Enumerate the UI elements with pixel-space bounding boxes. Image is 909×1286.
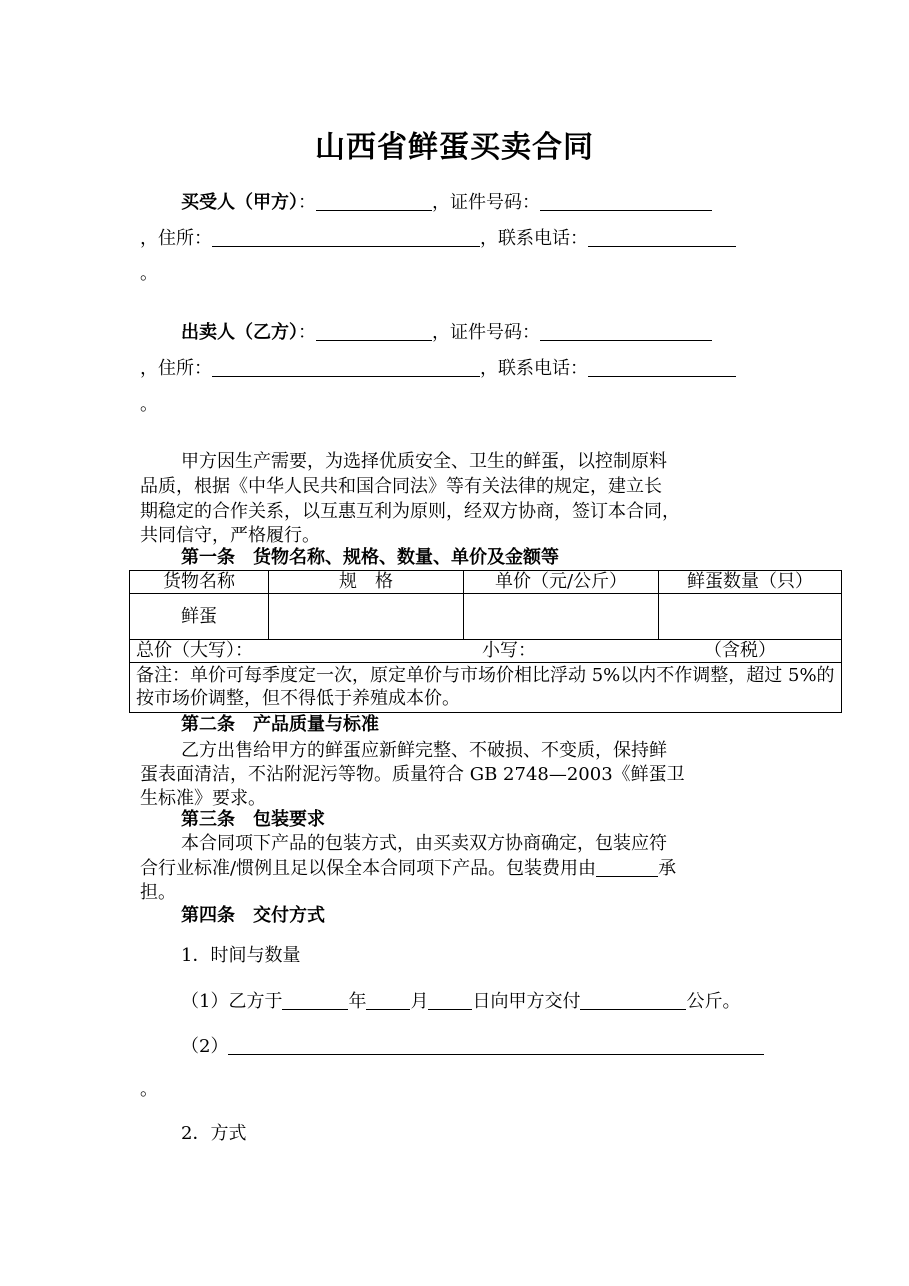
article4-heading: 第四条 交付方式: [181, 905, 325, 926]
intro-line-3: 期稳定的合作关系，以互惠互利为原则，经双方协商，签订本合同，: [140, 501, 680, 522]
buyer-name-blank[interactable]: [316, 192, 432, 211]
cell-quantity[interactable]: [659, 594, 842, 640]
sub1-day: 日向甲方交付: [472, 991, 581, 1012]
tax-note: （含税）: [704, 640, 776, 661]
buyer-colon: ：: [298, 192, 316, 213]
buyer-address-blank[interactable]: [212, 228, 480, 247]
article3-heading: 第三条 包装要求: [181, 809, 325, 830]
seller-end: 。: [140, 394, 158, 415]
header-goods-name: 货物名称: [130, 571, 269, 594]
buyer-line: [181, 191, 712, 215]
article3-line-2-text: 合行业标准/惯例且足以保全本合同项下产品。包装费用由: [140, 858, 597, 879]
seller-line: [181, 321, 712, 345]
sub2-blank[interactable]: [228, 1036, 764, 1055]
sub2-prefix: （2）: [181, 1036, 229, 1057]
contract-title: 山西省鲜蛋买卖合同: [315, 130, 594, 165]
cell-note: 备注：单价可每季度定一次，原定单价与市场价相比浮动 5%以内不作调整，超过 5%的按市场价调整，但不得低于养殖成本价。: [130, 663, 842, 713]
seller-label: 出卖人（乙方）: [181, 322, 298, 343]
article3-line-3: 担。: [140, 882, 176, 903]
cell-total: [130, 640, 842, 663]
buyer-id-label: ，证件号码：: [432, 192, 540, 213]
article3-line-2-end: 承: [658, 858, 677, 879]
buyer-label: 买受人（甲方）: [181, 192, 298, 213]
article4-item-2: 2．方式: [181, 1123, 247, 1144]
delivery-day-blank[interactable]: [428, 991, 472, 1010]
table-total-row: [130, 640, 842, 663]
article2-line-3: 生标准》要求。: [140, 788, 266, 809]
seller-colon: ：: [298, 322, 316, 343]
delivery-month-blank[interactable]: [366, 991, 410, 1010]
delivery-weight-blank[interactable]: [580, 991, 686, 1010]
seller-id-label: ，证件号码：: [432, 322, 540, 343]
article3-line-2: [140, 857, 676, 881]
seller-address-label: ，住所：: [140, 358, 212, 379]
intro-line-2: 品质，根据《中华人民共和国合同法》等有关法律的规定，建立长: [140, 476, 662, 497]
intro-line-4: 共同信守，严格履行。: [140, 525, 320, 546]
article2-line-1: 乙方出售给甲方的鲜蛋应新鲜完整、不破损、不变质，保持鲜: [181, 740, 667, 761]
total-upper-label: 总价（大写）：: [136, 640, 253, 661]
article2-line-2: 蛋表面清洁，不沾附泥污等物。质量符合 GB 2748—2003《鲜蛋卫: [140, 764, 685, 785]
delivery-year-blank[interactable]: [282, 991, 348, 1010]
packaging-payer-blank[interactable]: [596, 858, 658, 877]
seller-id-blank[interactable]: [540, 322, 712, 341]
sub1-prefix: （1）乙方于: [181, 991, 283, 1012]
cell-unit-price[interactable]: [464, 594, 659, 640]
goods-table-header: [130, 571, 842, 594]
seller-address-blank[interactable]: [212, 358, 480, 377]
seller-phone-blank[interactable]: [588, 358, 736, 377]
cell-goods-name: 鲜蛋: [130, 594, 269, 640]
seller-phone-label: ，联系电话：: [480, 358, 588, 379]
buyer-address-label: ，住所：: [140, 228, 212, 249]
table-row: [130, 594, 842, 640]
sub1-year: 年: [348, 991, 367, 1012]
buyer-phone-blank[interactable]: [588, 228, 736, 247]
cell-spec[interactable]: [269, 594, 464, 640]
sub1-unit: 公斤。: [686, 991, 741, 1012]
article3-line-1: 本合同项下产品的包装方式，由买卖双方协商确定，包装应符: [181, 833, 667, 854]
article1-heading: 第一条 货物名称、规格、数量、单价及金额等: [181, 547, 559, 568]
table-note-row: [130, 663, 842, 713]
article4-item-1: 1．时间与数量: [181, 945, 301, 966]
header-unit-price: 单价（元/公斤）: [464, 571, 659, 594]
intro-line-1: 甲方因生产需要，为选择优质安全、卫生的鲜蛋，以控制原料: [181, 451, 667, 472]
buyer-phone-label: ，联系电话：: [480, 228, 588, 249]
seller-name-blank[interactable]: [316, 322, 432, 341]
buyer-end: 。: [140, 263, 158, 284]
sub1-month: 月: [410, 991, 429, 1012]
goods-table: [129, 570, 842, 713]
buyer-address-line: [140, 227, 736, 251]
header-quantity: 鲜蛋数量（只）: [659, 571, 842, 594]
seller-address-line: [140, 357, 736, 381]
article4-sub-2-end: 。: [140, 1079, 158, 1100]
article4-sub-2: [181, 1035, 764, 1059]
header-spec: 规 格: [269, 571, 464, 594]
total-lower-label: 小写：: [482, 640, 536, 661]
buyer-id-blank[interactable]: [540, 192, 712, 211]
article2-heading: 第二条 产品质量与标准: [181, 714, 379, 735]
article4-sub-1: [181, 990, 740, 1014]
